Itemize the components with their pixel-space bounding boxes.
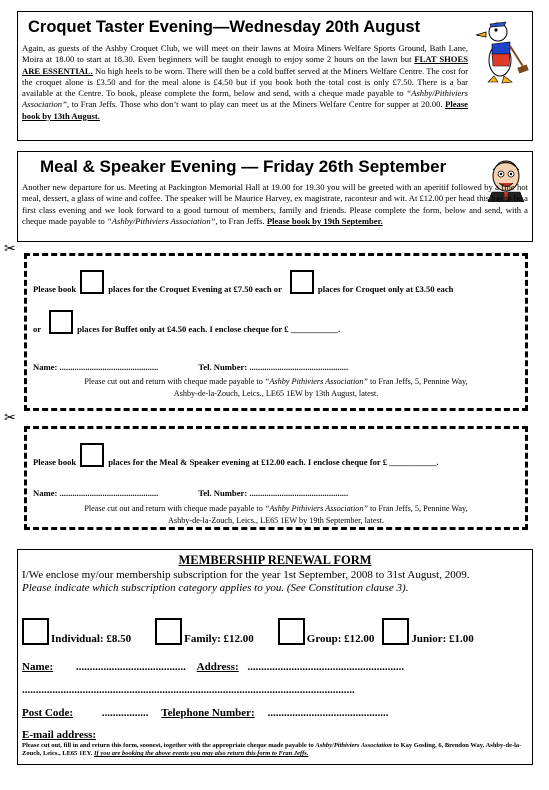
meal-book-by: Please book by 19th September.: [266, 215, 383, 226]
meal-text-1: Another new departure for us. Meeting at Packington Memorial Hall at 19.00 for 19.30 you will be greeted with an aperitif followed by a fine hot meal, dessert, a glass of wine and coffee. The speaker will be Maurice Harvey, ex magistrate, raconteur and wit. At £12.00 per head this has to be a first class evening and we look forward to a good turnout of members, family and friends. Please complete the form, below and send, with a cheque made payable to: [22, 182, 528, 226]
croquet-booking-line-1: [33, 270, 453, 294]
meal-places-label: places for the Meal & Speaker evening at £12.00 each. I enclose cheque for £ ___________.: [108, 457, 439, 467]
membership-title: MEMBERSHIP RENEWAL FORM: [178, 553, 372, 567]
croquet-book-by: Please book by 13th August.: [22, 99, 468, 121]
return-text-2: to Fran Jeffs, 5, Pennine Way,: [367, 504, 468, 513]
association-name: “Ashby Pithiviers Association”: [264, 377, 368, 386]
membership-return-instructions: [22, 742, 528, 758]
croquet-only-places-box[interactable]: [290, 270, 314, 294]
name-field[interactable]: Name: ..............................................: [33, 488, 159, 498]
scissors-icon: ✂: [4, 411, 16, 426]
address-line-2[interactable]: .........................................................................................................................: [22, 684, 355, 696]
croquet-text-3: , to Fran Jeffs. Those who don’t want to play can meet us at the Miners Welfare Centre for supper at 20.00.: [66, 99, 446, 110]
name-field[interactable]: ........................................: [75, 661, 186, 673]
meal-return-instructions: [27, 503, 525, 526]
telephone-label: Telephone Number:: [161, 707, 255, 719]
croquet-return-instructions: [27, 376, 525, 399]
name-address-row: [22, 661, 404, 673]
tel-field[interactable]: Tel. Number: ..............................................: [198, 362, 349, 372]
meal-section: [17, 151, 533, 242]
or-label: or: [33, 324, 42, 334]
junior-label: Junior: £1.00: [411, 633, 474, 645]
croquet-evening-places-box[interactable]: [80, 270, 104, 294]
association-name: “Ashby Pithiviers Association”: [264, 504, 368, 513]
membership-intro-text: I/We enclose my/our membership subscription for the year 1st September, 2008 to 31st August, 2009.: [22, 569, 470, 581]
membership-renewal-form: [17, 549, 533, 765]
croquet-evening-label: places for the Croquet Evening at £7.50 each or: [108, 284, 282, 294]
family-checkbox[interactable]: [155, 618, 182, 645]
postcode-phone-row: [22, 707, 388, 719]
junior-checkbox[interactable]: [382, 618, 409, 645]
return-text-2: to Fran Jeffs, 5, Pennine Way,: [367, 377, 468, 386]
meal-title: Meal & Speaker Evening — Friday 26th September: [40, 157, 447, 176]
meal-text-2: , to Fran Jeffs.: [215, 215, 267, 226]
return-text-1: Please cut out and return with cheque made payable to: [84, 504, 265, 513]
individual-checkbox[interactable]: [22, 618, 49, 645]
group-checkbox[interactable]: [278, 618, 305, 645]
croquet-text-1: Again, as guests of the Ashby Croquet Club, we will meet on their lawns at Moira Miners Welfare Sports Ground, Bath Lane, Moira at 18.00 to start at 18.30. Even beginners will be taught enough to enjoy some 2 hours on the lawn but: [22, 43, 468, 65]
telephone-field[interactable]: ............................................: [267, 707, 389, 719]
email-label[interactable]: E-mail address:: [22, 729, 97, 741]
subscription-categories: [22, 618, 474, 645]
meal-booking-form: [24, 426, 528, 530]
association-name: Ashby/Pithiviers Association: [315, 742, 392, 749]
postcode-field[interactable]: .................: [101, 707, 149, 719]
please-book-label: Please book: [33, 284, 77, 294]
croquet-booking-line-2: [33, 310, 340, 334]
croquet-booking-form: [24, 253, 528, 411]
meal-booking-line: [33, 443, 439, 467]
meal-places-box[interactable]: [80, 443, 104, 467]
email-row: [22, 729, 96, 741]
address-field[interactable]: .........................................................: [247, 661, 405, 673]
family-label: Family: £12.00: [184, 633, 254, 645]
association-name: “Ashby/Pithiviers Association”: [22, 88, 468, 110]
address-label: Address:: [196, 661, 239, 673]
croquet-description: [22, 43, 468, 122]
individual-label: Individual: £8.50: [51, 633, 132, 645]
croquet-duck-illustration: [474, 16, 530, 86]
please-book-label: Please book: [33, 457, 77, 467]
croquet-contact-line: [33, 362, 348, 372]
name-label: Name:: [22, 661, 54, 673]
foot-text-3: If you are booking the above events you may also return this form to Fran Jeffs.: [94, 750, 309, 757]
association-name: “Ashby/Pithiviers Association”: [106, 215, 216, 226]
tel-field[interactable]: Tel. Number: ..............................................: [198, 488, 349, 498]
foot-text-1: Please cut out, fill in and return this form, soonest, together with the appropriate cheque made payable to: [22, 742, 316, 749]
buffet-places-box[interactable]: [49, 310, 73, 334]
postcode-label: Post Code:: [22, 707, 74, 719]
croquet-section: [17, 11, 533, 141]
meal-contact-line: [33, 488, 348, 498]
membership-indicate-text: Please indicate which subscription category applies to you. (See Constitution clause 3).: [22, 582, 409, 594]
return-text-3: Ashby-de-la-Zouch, Leics., LE65 1EW by 13th August, latest.: [173, 388, 379, 398]
meal-description: [22, 182, 528, 227]
name-field[interactable]: Name: ..............................................: [33, 362, 159, 372]
return-text-3: Ashby-de-la-Zouch, Leics., LE65 1EW by 19th September, latest.: [168, 515, 384, 525]
foot-text-2: to Kay Gosling, 6, Brendon Way, Ashby-de-la-Zouch, Leics., LE65 1EY.: [22, 742, 522, 757]
return-text-1: Please cut out and return with cheque made payable to: [84, 377, 265, 386]
flat-shoes-notice: FLAT SHOES ARE ESSENTIAL.: [22, 54, 469, 76]
croquet-text-2: No high heels to be worn. There will then be a cold buffet served at the Miners Welfare Centre. The cost for the croquet alone is £3.50 and for the meal alone is £4.50 but if you book both the total cost is only £7.50. There is a bar available at the Centre. To book, please complete the form, below and send, with a cheque made payable to: [22, 65, 468, 99]
membership-intro: [22, 569, 469, 595]
croquet-title: Croquet Taster Evening—Wednesday 20th August: [28, 18, 421, 36]
scissors-icon: ✂: [4, 242, 16, 257]
buffet-label: places for Buffet only at £4.50 each. I enclose cheque for £ ___________.: [77, 324, 341, 334]
croquet-only-label: places for Croquet only at £3.50 each: [317, 284, 454, 294]
group-label: Group: £12.00: [306, 633, 375, 645]
